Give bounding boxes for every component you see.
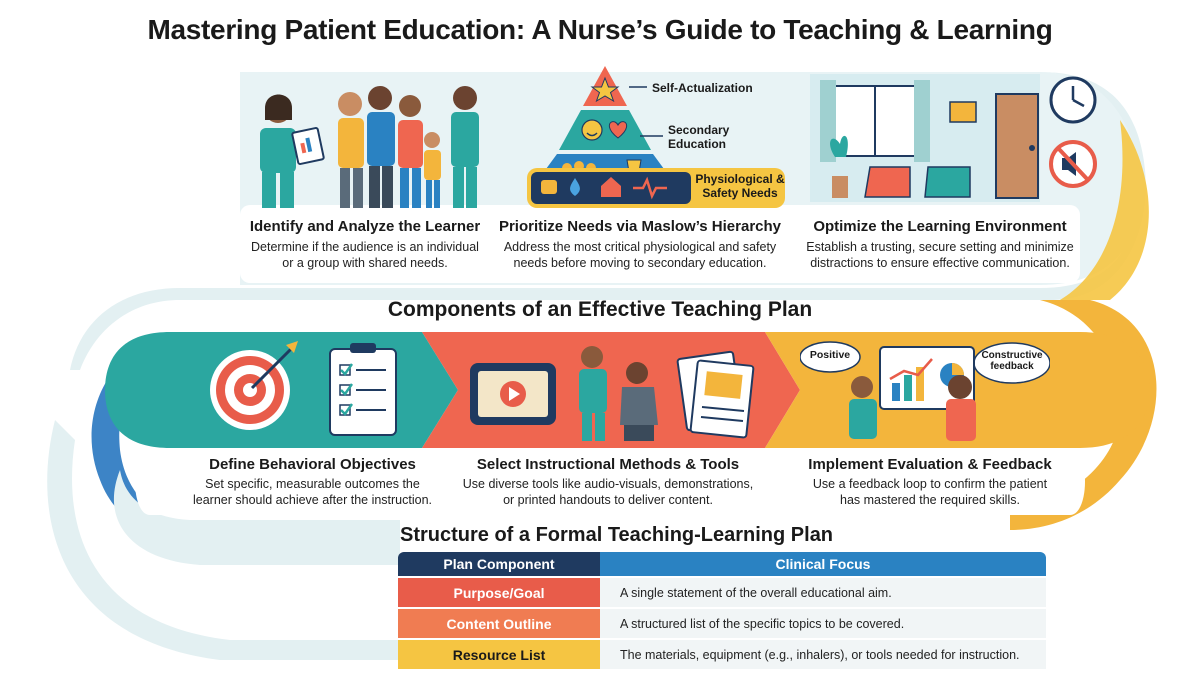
pyramid-middle-label: Secondary Education <box>668 123 730 151</box>
card-learning-environment: Optimize the Learning Environment Establish a trusting, secure setting and minimize distractions to ensure effective communication. <box>806 218 1074 270</box>
video-play-icon <box>470 363 556 425</box>
row-component: Resource List <box>398 640 600 669</box>
handout-icon <box>677 351 753 437</box>
header-plan-component: Plan Component <box>398 552 600 576</box>
table-row <box>398 640 1046 669</box>
plan-table <box>398 550 1046 671</box>
pyramid-top-label: Self-Actualization <box>652 81 753 95</box>
smile-icon <box>582 120 602 140</box>
clock-icon <box>1051 78 1095 122</box>
row-component: Purpose/Goal <box>398 578 600 607</box>
card-maslow-hierarchy: Prioritize Needs via Maslow’s Hierarchy Address the most critical physiological and safety needs before moving to secondary education. <box>498 218 782 270</box>
clipboard-icon <box>292 128 324 165</box>
target-icon <box>210 341 298 430</box>
objectives-illustration <box>200 335 430 445</box>
page-title: Mastering Patient Education: A Nurse’s Guide to Teaching & Learning <box>147 14 1053 45</box>
bubble-positive: Positive <box>809 349 851 361</box>
section-formal-plan-title: Structure of a Formal Teaching-Learning Plan <box>400 524 834 546</box>
row-focus: A structured list of the specific topics to be covered. <box>600 609 1046 638</box>
bubble-constructive-feedback: Constructive feedback <box>981 350 1043 372</box>
pyramid-bottom-label: Physiological & Safety Needs <box>695 172 785 200</box>
learners-illustration <box>240 80 490 210</box>
no-sound-icon <box>1051 142 1095 186</box>
component-evaluation-feedback: Implement Evaluation & Feedback Use a feedback loop to confirm the patient has mastered the required skills. <box>808 456 1052 507</box>
row-component: Content Outline <box>398 609 600 638</box>
header-clinical-focus: Clinical Focus <box>600 552 1046 576</box>
food-icon <box>541 180 557 194</box>
row-focus: A single statement of the overall educational aim. <box>600 578 1046 607</box>
instruction-illustration <box>462 335 762 445</box>
section-teaching-plan-title: Components of an Effective Teaching Plan <box>387 298 813 321</box>
table-row <box>398 609 1046 638</box>
row-focus: The materials, equipment (e.g., inhalers), or tools needed for instruction. <box>600 640 1046 669</box>
card-identify-learner: Identify and Analyze the Learner Determine if the audience is an individual or a group with shared needs. <box>249 218 481 270</box>
component-behavioral-objectives: Define Behavioral Objectives Set specific, measurable outcomes the learner should achieve after the instruction. <box>192 456 433 507</box>
learning-environment-illustration <box>810 72 1110 208</box>
table-header-row <box>398 552 1046 576</box>
table-row <box>398 578 1046 607</box>
checklist-icon <box>330 343 396 435</box>
component-instructional-methods: Select Instructional Methods & Tools Use diverse tools like audio-visuals, demonstrations, or printed handouts to deliver content. <box>462 456 754 507</box>
